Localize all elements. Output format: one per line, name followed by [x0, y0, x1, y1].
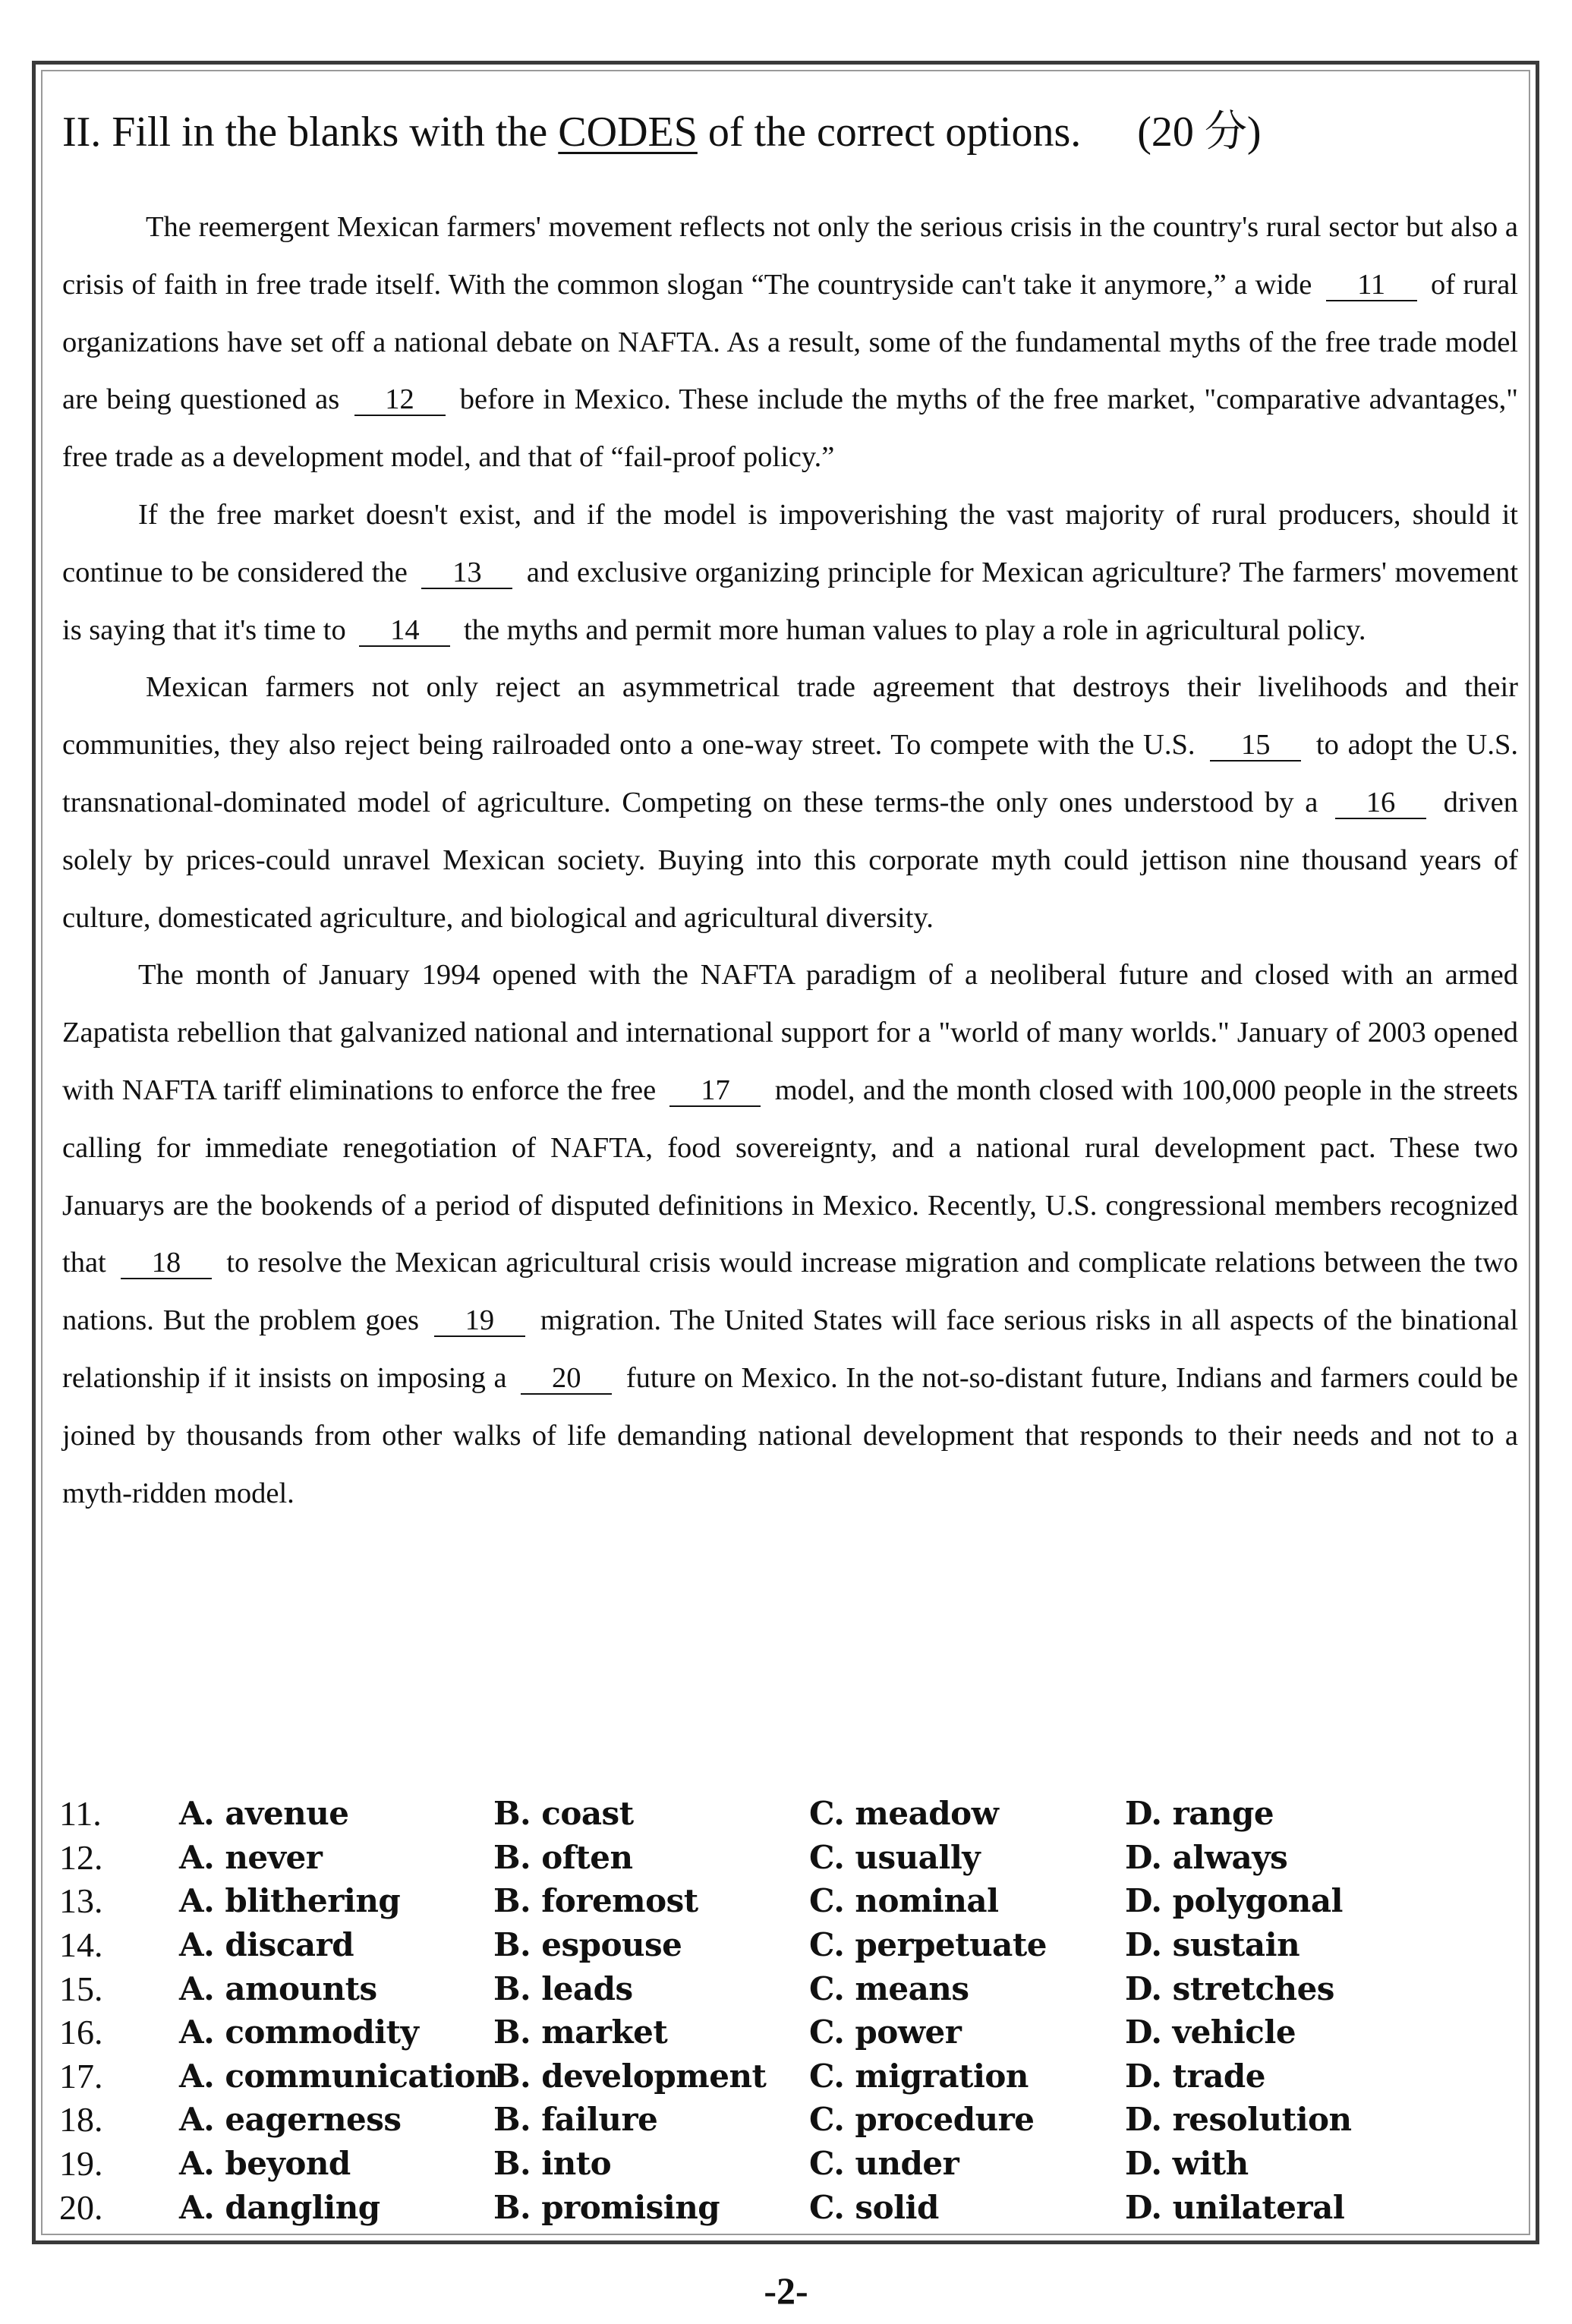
question-number: 13.: [59, 1881, 103, 1921]
blank-12: 12: [354, 384, 446, 416]
option-d: D. unilateral: [1125, 2188, 1345, 2226]
blank-13: 13: [421, 557, 512, 589]
paragraph-3: [62, 659, 1518, 947]
question-number: 14.: [59, 1925, 103, 1965]
paragraph-1-text-2: of rural organizations have set off a national debate on NAFTA. As a result, some of the fundamental myths of the free trade model are being questioned as: [62, 268, 1518, 416]
paragraph-4-text-2: model, and the month closed with 100,000 people in the streets calling for immediate renegotiation of NAFTA, food sovereignty, and a national rural development pact. These two Januarys are the bookends of a period of disputed definitions in Mexico. Recently, U.S. congressional members recognized that: [62, 1074, 1519, 1279]
blank-16: 16: [1335, 787, 1426, 819]
blank-15: 15: [1210, 730, 1301, 762]
paragraph-3-text-1: Mexican farmers not only reject an asymmetrical trade agreement that destroys their livelihoods and their communities, they also reject being railroaded onto a one-way street. To compete with the U.S.: [62, 671, 1518, 762]
paragraph-4-text-3: to resolve the Mexican agricultural crisis would increase migration and complicate relations between the two nations. But the problem goes: [62, 1247, 1519, 1337]
section-title-suffix: of the correct options.: [707, 109, 1082, 156]
option-row: [59, 1879, 1517, 1923]
option-c: C. procedure: [809, 2101, 1035, 2139]
option-a: A. never: [179, 1838, 323, 1876]
section-title-codes: CODES: [558, 109, 698, 156]
option-d: D. stretches: [1125, 1969, 1334, 2007]
question-number: 15.: [59, 1969, 103, 2008]
option-a: A. eagerness: [179, 2101, 402, 2139]
option-c: C. power: [809, 2013, 962, 2051]
paragraph-1-text-1: The reemergent Mexican farmers' movement reflects not only the serious crisis in the country's rural sector but also a crisis of faith in free trade itself. With the common slogan “The countryside can't take it anymore,” a wide: [62, 211, 1518, 301]
question-number: 20.: [59, 2187, 103, 2227]
option-c: C. perpetuate: [809, 1926, 1047, 1964]
option-b: B. promising: [493, 2188, 720, 2226]
option-d: D. with: [1125, 2145, 1249, 2183]
option-b: B. coast: [493, 1795, 634, 1833]
paragraph-4: [62, 947, 1518, 1522]
blank-17: 17: [669, 1075, 761, 1107]
option-d: D. resolution: [1125, 2101, 1352, 2139]
option-a: A. dangling: [179, 2188, 380, 2226]
option-row: [59, 2098, 1517, 2142]
paragraph-3-text-3: driven solely by prices-could unravel Mexican society. Buying into this corporate myth could jettison nine thousand years of culture, domesticated agriculture, and biological and agricultural diversity.: [62, 786, 1518, 934]
option-b: B. into: [493, 2145, 612, 2183]
option-b: B. market: [493, 2013, 668, 2051]
question-number: 12.: [59, 1837, 103, 1877]
option-a: A. blithering: [179, 1882, 401, 1920]
option-row: [59, 1792, 1517, 1836]
blank-20: 20: [521, 1363, 612, 1395]
option-row: [59, 2185, 1517, 2229]
question-number: 17.: [59, 2056, 103, 2095]
option-row: [59, 2054, 1517, 2099]
option-a: A. communication: [179, 2057, 499, 2095]
section-title-prefix: II. Fill in the blanks with the: [62, 109, 548, 156]
option-a: A. beyond: [179, 2145, 351, 2183]
paragraph-4-text-5: future on Mexico. In the not-so-distant future, Indians and farmers could be joined by thousands from other walks of life demanding national development that responds to their needs and not to a myth-ridden model.: [62, 1361, 1519, 1509]
paragraph-1: [62, 199, 1518, 487]
option-b: B. development: [493, 2057, 767, 2095]
option-c: C. under: [809, 2145, 959, 2183]
question-number: 16.: [59, 2013, 103, 2052]
option-a: A. discard: [179, 1926, 354, 1964]
answer-options: [59, 1792, 1517, 2229]
option-a: A. avenue: [179, 1795, 349, 1833]
paragraph-2: [62, 487, 1518, 659]
section-score: (20 分): [1137, 109, 1262, 156]
paragraph-4-text-1: The month of January 1994 opened with the NAFTA paradigm of a neoliberal future and closed with an armed Zapatista rebellion that galvanized national and international support for a "world of many worlds." January of 2003 opened with NAFTA tariff eliminations to enforce the free: [62, 959, 1518, 1106]
option-row: [59, 1836, 1517, 1880]
option-d: D. trade: [1125, 2057, 1265, 2095]
section-title: [62, 105, 1262, 159]
option-row: [59, 2142, 1517, 2186]
paragraph-2-text-2: and exclusive organizing principle for Mexican agriculture? The farmers' movement is saying that it's time to: [62, 556, 1519, 646]
option-a: A. commodity: [179, 2013, 419, 2051]
option-c: C. means: [809, 1969, 969, 2007]
option-d: D. vehicle: [1125, 2013, 1296, 2051]
option-b: B. espouse: [493, 1926, 682, 1964]
question-number: 11.: [59, 1794, 102, 1834]
question-number: 18.: [59, 2100, 103, 2140]
option-c: C. meadow: [809, 1795, 999, 1833]
paragraph-2-text-3: the myths and permit more human values to play a role in agricultural policy.: [464, 613, 1366, 646]
paragraph-2-text-1: If the free market doesn't exist, and if the model is impoverishing the vast majority of rural producers, should it continue to be considered the: [62, 498, 1518, 588]
option-row: [59, 1966, 1517, 2010]
option-d: D. polygonal: [1125, 1882, 1343, 1920]
option-b: B. leads: [493, 1969, 633, 2007]
blank-19: 19: [434, 1305, 525, 1337]
blank-18: 18: [121, 1247, 212, 1279]
option-c: C. migration: [809, 2057, 1029, 2095]
passage: [62, 199, 1518, 1522]
option-b: B. foremost: [493, 1882, 698, 1920]
option-d: D. sustain: [1125, 1926, 1300, 1964]
paragraph-3-text-2: to adopt the U.S. transnational-dominated model of agriculture. Competing on these terms-the only ones understood by a: [62, 729, 1519, 818]
option-c: C. nominal: [809, 1882, 999, 1920]
blank-11: 11: [1326, 270, 1417, 301]
blank-14: 14: [359, 615, 450, 647]
paragraph-4-text-4: migration. The United States will face serious risks in all aspects of the binational relationship if it insists on imposing a: [62, 1304, 1519, 1394]
paragraph-1-text-3: before in Mexico. These include the myths of the free market, "comparative advantages," free trade as a development model, and that of “fail-proof policy.”: [62, 383, 1519, 474]
option-c: C. solid: [809, 2188, 939, 2226]
question-number: 19.: [59, 2144, 103, 2184]
option-a: A. amounts: [179, 1969, 377, 2007]
option-c: C. usually: [809, 1838, 981, 1876]
option-d: D. range: [1125, 1795, 1274, 1833]
option-row: [59, 1923, 1517, 1967]
option-d: D. always: [1125, 1838, 1288, 1876]
page-number: -2-: [764, 2269, 808, 2312]
option-b: B. failure: [493, 2101, 658, 2139]
option-row: [59, 2010, 1517, 2054]
option-b: B. often: [493, 1838, 633, 1876]
